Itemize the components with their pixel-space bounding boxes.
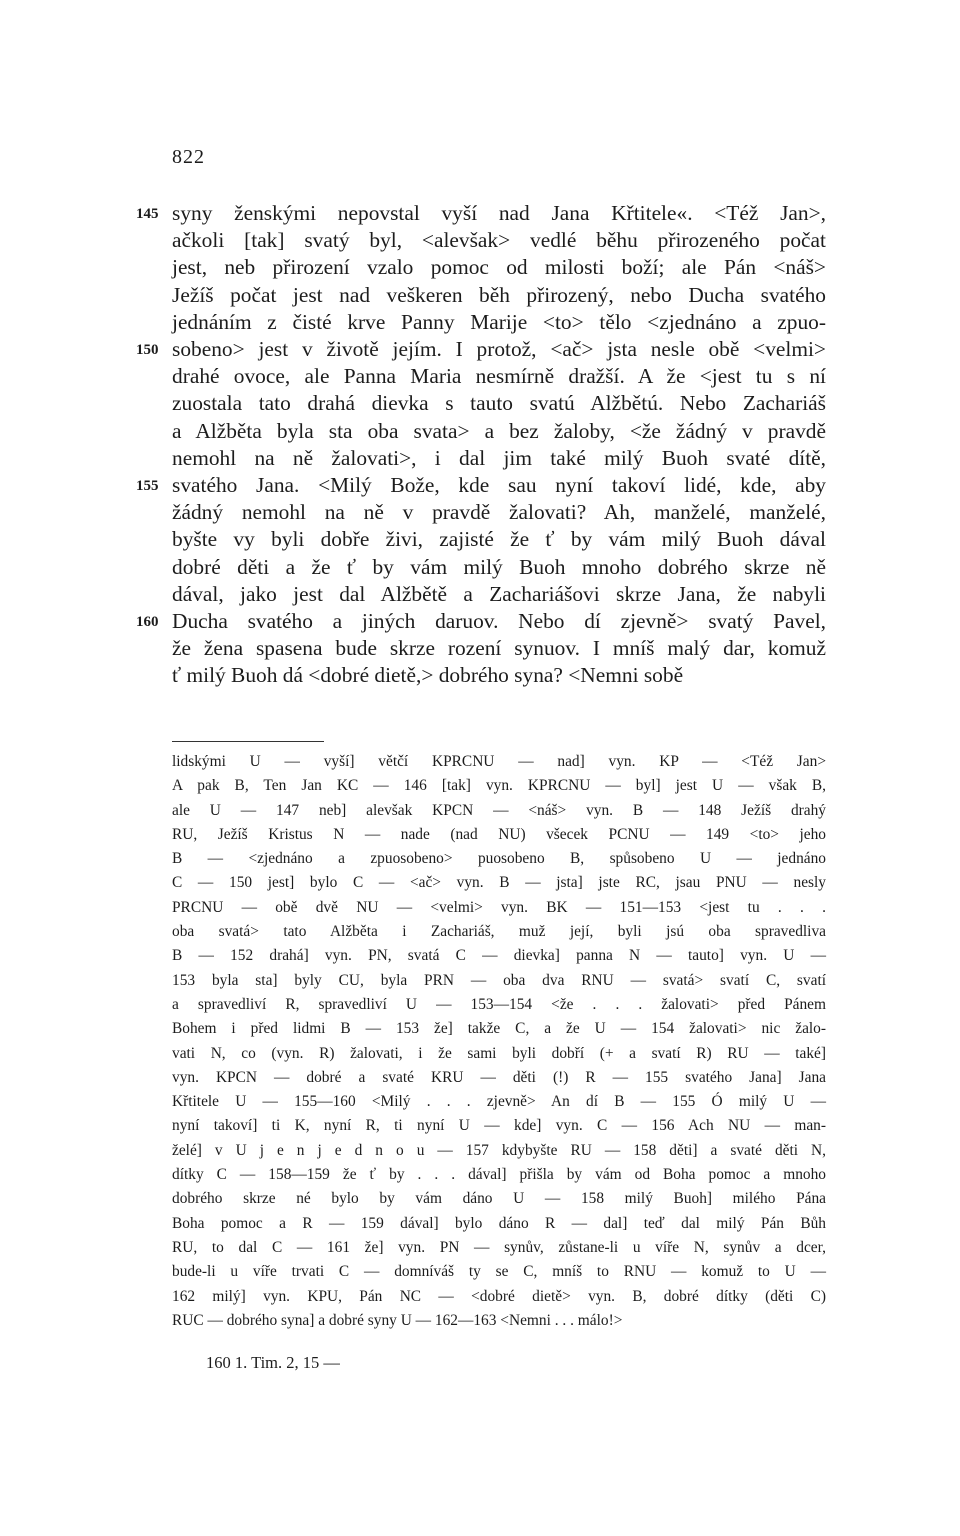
text-line <box>172 662 826 689</box>
line-text: žádný nemohl na ně v pravdě žalovati? Ah, manželé, manželé, <box>172 500 826 525</box>
text-line <box>172 254 826 281</box>
line-text: byšte vy byli dobře živi, zajisté že ť by vám milý Buoh dával <box>172 527 826 552</box>
apparatus-line: B — <zjednáno a zpuosobeno> puosobeno B, spůsobeno U — jednáno <box>172 850 826 868</box>
apparatus-line: dobrého skrze né bylo by vám dáno U — 158 milý Buoh] milého Pána <box>172 1190 826 1208</box>
text-line <box>172 445 826 472</box>
apparatus-line: RUC — dobrého syna] a dobré syny U — 162—163 <Nemni . . . málo!> <box>172 1311 623 1329</box>
text-line <box>172 418 826 445</box>
text-line <box>172 581 826 608</box>
line-text: nemohl na ně žalovati>, i dal jim také milý Buoh svaté dítě, <box>172 445 826 470</box>
apparatus-line: Boha pomoc a R — 159 dával] bylo dáno R — dal] teď dal milý Pán Bůh <box>172 1214 826 1232</box>
text-line <box>172 282 826 309</box>
text-line <box>172 309 826 336</box>
critical-apparatus <box>172 750 826 1333</box>
text-line <box>172 526 826 553</box>
line-text: syny ženskými nepovstal vyší nad Jana Křtitele«. <Též Jan>, <box>172 201 826 225</box>
line-text: ačkoli [tak] svatý byl, <alevšak> vedlé běhu přirozeného počat <box>172 228 826 253</box>
line-number: 155 <box>136 478 159 495</box>
text-line <box>172 227 826 254</box>
line-text: a Alžběta byla sta oba svata> a bez žaloby, <že žádný v pravdě <box>172 418 826 443</box>
text-line <box>136 472 826 499</box>
apparatus-line: C — 150 jest] bylo C — <ač> vyn. B — jsta] jste RC, jsau PNU — nesly <box>172 874 826 892</box>
apparatus-line: dítky C — 158—159 že ť by . . . dával] přišla by vám od Boha pomoc a mnoho <box>172 1166 826 1184</box>
line-number: 160 <box>136 614 159 631</box>
text-line <box>136 608 826 635</box>
text-line <box>172 363 826 390</box>
apparatus-line: RU, Ježíš Kristus N — nade (nad NU) všecek PCNU — 149 <to> jeho <box>172 825 826 843</box>
apparatus-line: 162 milý] vyn. KPU, Pán NC — <dobré dietě> vyn. B, dobré dítky (děti C) <box>172 1287 826 1305</box>
footnote-rule <box>172 741 324 742</box>
line-number: 150 <box>136 342 159 359</box>
line-text: sobeno> jest v životě jejím. I protož, <ač> jsta nesle obě <velmi> <box>172 337 826 362</box>
apparatus-line: ale U — 147 neb] alevšak KPCN — <náš> vyn. B — 148 Ježíš drahý <box>172 801 826 819</box>
apparatus-line: vati N, co (vyn. R) žalovati, i že sami byli dobří (+ a svatí R) RU — také] <box>172 1044 826 1062</box>
line-text: že žena spasena bude skrze rození synuov. I mníš malý dar, komuž <box>172 636 826 661</box>
page-number: 822 <box>172 146 205 168</box>
text-line <box>136 200 826 227</box>
reference-note: 160 1. Tim. 2, 15 — <box>206 1353 340 1372</box>
apparatus-line: bude-li u víře trvati C — domníváš ty se C, mníš to RNU — komuž to U — <box>172 1263 826 1281</box>
line-text: dobré děti a že ť by vám milý Buoh mnoho dobrého skrze ně <box>172 554 826 579</box>
line-text: ť milý Buoh dá <dobré dietě,> dobrého syna? <Nemni sobě <box>172 663 684 688</box>
text-line <box>172 390 826 417</box>
apparatus-line: lidskými U — vyší] větčí KPRCNU — nad] vyn. KP — <Též Jan> <box>172 753 826 770</box>
line-text: zuostala tato drahá dievka s tauto svatú Alžbětú. Nebo Zachariáš <box>172 391 826 416</box>
line-number: 145 <box>136 206 159 222</box>
text-line <box>172 499 826 526</box>
text-line <box>172 635 826 662</box>
apparatus-line: želé] v U j e n j e d n o u — 157 kdybyšte RU — 158 děti] a svaté děti N, <box>172 1141 826 1159</box>
line-text: dával, jako jest dal Alžbětě a Zachariášovi skrze Jana, že nabyli <box>172 581 826 606</box>
line-text: svatého Jana. <Milý Bože, kde sau nyní takoví lidé, kde, aby <box>172 473 826 498</box>
apparatus-line: a spravedliví R, spravedliví U — 153—154 <že . . . žalovati> před Pánem <box>172 995 826 1013</box>
apparatus-line: nyní takoví] ti K, nyní R, ti nyní U — kde] vyn. C — 156 Ach NU — man- <box>172 1117 826 1135</box>
line-text: jednáním z čisté krve Panny Marije <to> tělo <zjednáno a zpuo- <box>172 309 826 334</box>
apparatus-line: 153 byla sta] byly CU, byla PRN — oba dva RNU — svatá> svatí C, svatí <box>172 971 826 989</box>
apparatus-line: RU, to dal C — 161 že] vyn. PN — synův, zůstane-li u víře N, synův a dcer, <box>172 1238 826 1256</box>
text-line <box>136 336 826 363</box>
apparatus-line: B — 152 drahá] vyn. PN, svatá C — dievka] panna N — tauto] vyn. U — <box>172 947 826 965</box>
line-text: Ježíš počat jest nad veškeren běh přirozený, nebo Ducha svatého <box>172 282 826 307</box>
apparatus-line: Bohem i před lidmi B — 153 že] takže C, a že U — 154 žalovati> nic žalo- <box>172 1020 826 1038</box>
line-text: Ducha svatého a jiných daruov. Nebo dí zjevně> svatý Pavel, <box>172 609 826 634</box>
apparatus-line: oba svatá> tato Alžběta i Zachariáš, muž její, byli jsú oba spravedliva <box>172 923 826 941</box>
line-text: drahé ovoce, ale Panna Maria nesmírně dražší. A že <jest tu s ní <box>172 364 826 389</box>
apparatus-line: vyn. KPCN — dobré a svaté KRU — děti (!) R — 155 svatého Jana] Jana <box>172 1068 826 1086</box>
text-line <box>172 554 826 581</box>
apparatus-line: PRCNU — obě dvě NU — <velmi> vyn. BK — 151—153 <jest tu . . . <box>172 898 826 916</box>
main-text <box>136 200 826 690</box>
apparatus-line: A pak B, Ten Jan KC — 146 [tak] vyn. KPRCNU — byl] jest U — však B, <box>172 777 826 795</box>
line-text: jest, neb přirození vzalo pomoc od milosti boží; ale Pán <náš> <box>172 255 826 280</box>
apparatus-line: Křtitele U — 155—160 <Milý . . . zjevně> An dí B — 155 Ó milý U — <box>172 1093 826 1111</box>
